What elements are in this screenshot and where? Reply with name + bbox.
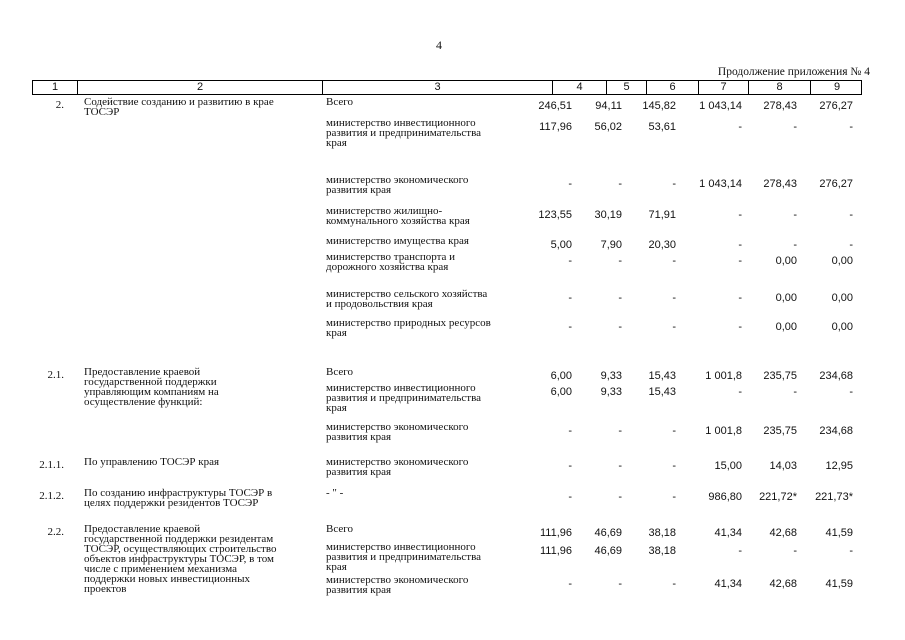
cell-col4: - xyxy=(568,491,572,503)
header-cell-3: 3 xyxy=(323,81,553,94)
cell-col7: 41,34 xyxy=(714,527,742,539)
cell-col7: - xyxy=(738,545,742,557)
cell-col8: 278,43 xyxy=(763,100,797,112)
cell-col6: 53,61 xyxy=(648,121,676,133)
cell-col8: 0,00 xyxy=(775,321,797,333)
cell-col5: - xyxy=(618,491,622,503)
cell-col9: 12,95 xyxy=(825,460,853,472)
cell-col7: - xyxy=(738,292,742,304)
cell-col5: - xyxy=(618,578,622,590)
row-source: министерство экономического развития края xyxy=(326,574,469,596)
cell-col5: 30,19 xyxy=(594,209,622,221)
cell-col4: 6,00 xyxy=(550,370,572,382)
row-source: министерство природных ресурсов края xyxy=(326,317,491,339)
header-cell-9: 9 xyxy=(833,81,841,93)
cell-col4: 111,96 xyxy=(539,527,572,539)
row-title: Предоставление краевой государственной поддержки управляющим компаниям на осуществление функций: xyxy=(84,366,219,408)
cell-col6: - xyxy=(672,460,676,472)
header-cell-7: 7 xyxy=(699,81,749,94)
cell-col9: 41,59 xyxy=(825,527,853,539)
header-cell-1: 1 xyxy=(33,81,78,94)
cell-col8: 42,68 xyxy=(769,527,797,539)
row-title: По созданию инфраструктуры ТОСЭР в целях поддержки резидентов ТОСЭР xyxy=(84,487,273,509)
cell-col6: - xyxy=(672,292,676,304)
cell-col4: - xyxy=(568,460,572,472)
cell-col5: - xyxy=(618,255,622,267)
page-number: 4 xyxy=(436,38,442,52)
continuation-note: Продолжение приложения № 4 xyxy=(717,66,870,78)
cell-col9: 234,68 xyxy=(819,370,853,382)
cell-col6: 145,82 xyxy=(642,100,676,112)
cell-col7: - xyxy=(738,239,742,251)
cell-col4: - xyxy=(568,578,572,590)
table-header xyxy=(32,80,862,95)
cell-col5: 94,11 xyxy=(595,100,622,112)
cell-col6: - xyxy=(672,321,676,333)
row-source: министерство жилищно- коммунального хозяйства края xyxy=(326,205,470,227)
cell-col8: - xyxy=(793,545,797,557)
row-code: 2.1. xyxy=(47,369,64,381)
cell-col9: 41,59 xyxy=(825,578,853,590)
cell-col7: 1 001,8 xyxy=(705,370,742,382)
row-source: министерство экономического развития края xyxy=(326,456,469,478)
cell-col4: 123,55 xyxy=(538,209,572,221)
cell-col7: - xyxy=(738,386,742,398)
row-title: По управлению ТОСЭР края xyxy=(84,456,220,468)
cell-col8: 42,68 xyxy=(769,578,797,590)
row-source: - " - xyxy=(326,487,344,499)
cell-col4: 111,96 xyxy=(539,545,572,557)
header-cell-5: 5 xyxy=(607,81,647,94)
cell-col8: 14,03 xyxy=(769,460,797,472)
cell-col5: 46,69 xyxy=(594,527,622,539)
row-source: Всего xyxy=(326,366,353,378)
cell-col6: 15,43 xyxy=(648,386,676,398)
cell-col5: 46,69 xyxy=(594,545,622,557)
cell-col4: 246,51 xyxy=(538,100,572,112)
row-source: министерство инвестиционного развития и предпринимательства края xyxy=(326,117,482,149)
cell-col8: 235,75 xyxy=(763,425,797,437)
cell-col9: 276,27 xyxy=(819,178,853,190)
cell-col9: - xyxy=(849,386,853,398)
cell-col4: 5,00 xyxy=(550,239,572,251)
row-code: 2. xyxy=(55,99,64,111)
cell-col7: 1 043,14 xyxy=(699,100,742,112)
cell-col6: 20,30 xyxy=(648,239,676,251)
cell-col9: 221,73* xyxy=(815,491,853,503)
cell-col9: 276,27 xyxy=(819,100,853,112)
cell-col9: - xyxy=(849,209,853,221)
cell-col4: 6,00 xyxy=(550,386,572,398)
row-code: 2.1.1. xyxy=(39,459,64,471)
cell-col8: - xyxy=(793,209,797,221)
cell-col8: 235,75 xyxy=(763,370,797,382)
cell-col8: 221,72* xyxy=(759,491,797,503)
cell-col4: - xyxy=(568,178,572,190)
row-source: министерство инвестиционного развития и предпринимательства края xyxy=(326,382,482,414)
row-title: Предоставление краевой государственной поддержки резидентам ТОСЭР, осуществляющих строительство объектов инфраструктуры ТОСЭР, в том числе с применением механизма поддержки новых инвестиционных проектов xyxy=(84,523,277,595)
row-code: 2.2. xyxy=(47,526,64,538)
cell-col8: - xyxy=(793,239,797,251)
cell-col7: - xyxy=(738,121,742,133)
cell-col6: - xyxy=(672,425,676,437)
cell-col5: 7,90 xyxy=(600,239,622,251)
cell-col9: - xyxy=(849,121,853,133)
cell-col9: - xyxy=(849,239,853,251)
cell-col6: 38,18 xyxy=(648,527,676,539)
cell-col6: 71,91 xyxy=(648,209,676,221)
cell-col8: 278,43 xyxy=(763,178,797,190)
cell-col7: 986,80 xyxy=(708,491,742,503)
row-source: министерство имущества края xyxy=(326,235,469,247)
cell-col4: - xyxy=(568,321,572,333)
cell-col4: 117,96 xyxy=(539,121,572,133)
cell-col7: - xyxy=(738,321,742,333)
cell-col5: - xyxy=(618,321,622,333)
row-source: министерство транспорта и дорожного хозяйства края xyxy=(326,251,456,273)
cell-col4: - xyxy=(568,425,572,437)
row-source: Всего xyxy=(326,523,353,535)
cell-col6: - xyxy=(672,491,676,503)
header-cell-6: 6 xyxy=(647,81,699,94)
cell-col9: 0,00 xyxy=(831,292,853,304)
cell-col6: - xyxy=(672,578,676,590)
cell-col9: - xyxy=(849,545,853,557)
cell-col9: 234,68 xyxy=(819,425,853,437)
header-cell-4: 4 xyxy=(553,81,607,94)
cell-col9: 0,00 xyxy=(831,255,853,267)
cell-col8: 0,00 xyxy=(775,292,797,304)
cell-col5: 56,02 xyxy=(594,121,622,133)
cell-col5: - xyxy=(618,460,622,472)
cell-col7: 1 001,8 xyxy=(705,425,742,437)
row-title: Содействие созданию и развитию в крае ТОСЭР xyxy=(84,96,274,118)
cell-col8: - xyxy=(793,386,797,398)
row-source: министерство сельского хозяйства и продовольствия края xyxy=(326,288,488,310)
cell-col7: 41,34 xyxy=(714,578,742,590)
header-cell-2: 2 xyxy=(78,81,323,94)
cell-col6: - xyxy=(672,255,676,267)
cell-col4: - xyxy=(568,255,572,267)
cell-col6: - xyxy=(672,178,676,190)
row-source: министерство экономического развития края xyxy=(326,421,469,443)
row-code: 2.1.2. xyxy=(39,490,64,502)
cell-col5: - xyxy=(618,292,622,304)
cell-col5: - xyxy=(618,178,622,190)
row-source: министерство экономического развития края xyxy=(326,174,469,196)
cell-col7: - xyxy=(738,209,742,221)
cell-col5: - xyxy=(618,425,622,437)
cell-col6: 38,18 xyxy=(648,545,676,557)
cell-col6: 15,43 xyxy=(648,370,676,382)
row-source: Всего xyxy=(326,96,353,108)
cell-col5: 9,33 xyxy=(600,386,622,398)
cell-col4: - xyxy=(568,292,572,304)
cell-col8: - xyxy=(793,121,797,133)
cell-col7: 1 043,14 xyxy=(699,178,742,190)
cell-col8: 0,00 xyxy=(775,255,797,267)
cell-col5: 9,33 xyxy=(600,370,622,382)
cell-col7: 15,00 xyxy=(714,460,742,472)
header-cell-8: 8 xyxy=(749,81,811,94)
cell-col7: - xyxy=(738,255,742,267)
row-source: министерство инвестиционного развития и предпринимательства края xyxy=(326,541,482,573)
cell-col9: 0,00 xyxy=(831,321,853,333)
